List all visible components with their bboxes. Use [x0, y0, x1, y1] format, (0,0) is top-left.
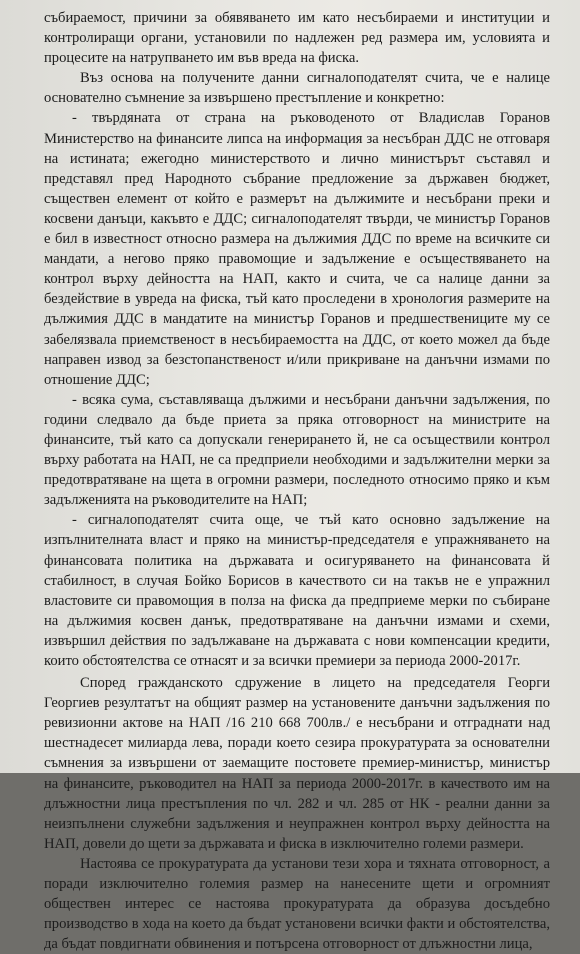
paragraph-association: Според гражданското сдружение в лицето на председателя Георги Георгиев резултатът на общият размер на установените данъчни задължения по ревизионни актове на НАП /16 210 668 700лв./ е несъбрани и отграднати над шестнадесет милиарда лева, поради което сезира прокуратурата за основателни съмнения за извършени от заемащите постовете премиер-министър, министър на финансите, ръководител на НАП за периода 2000-2017г. в качеството им на длъжностни лица престъпления по чл. 282 и чл. 285 от НК - реални данни за неизпълнени служебни задължения и неупражнен контрол върху дейността на НАП, довели до щети за държавата и фиска в изключително големи размери. — [44, 675, 550, 852]
paragraph-point-premier: - сигналоподателят счита още, че тъй като основно задължение на изпълнителната власт и пряко на министър-председателя е упражняването на финансовата политика на държавата и осигуряването на финансовата й стабилност, в случая Бойко Борисов в качеството си на такъв не е упражнил властовите си правомощия в полза на фиска да предприеме мерки по събиране на дължимия косвен данък, предотвратяване на данъчни измами и схеми, извършил действия по задължаване на държавата с нови компенсации кредити, които обстоятелства се отнасят и за всички премиери за периода 2000-2017г. — [44, 512, 550, 669]
paragraph-grounds: Въз основа на получените данни сигналоподателят счита, че е налице основателно съмнение за извършено престъпление и конкретно: — [44, 70, 550, 107]
paragraph-intro-continuation: събираемост, причини за обявяването им като несъбираеми и институции и контролиращи органи, установили по надлежен ред размера им, условията и процесите на натрупването им във вреда на фиска. — [44, 10, 550, 67]
paragraph-point-ministry: - твърдяната от страна на ръководеното от Владислав Горанов Министерство на финансите липса на информация за несъбран ДДС не отговаря на истината; ежегодно министерството и лично министърът съставял и представял пред Народното събрание предложение за държавен бюджет, съществен елемент от който е размерът на дължимите и несъбрани преки и косвени данъци, какъвто е ДДС; сигналоподателят твърди, че министър Горанов е бил в известност относно размера на дължимия ДДС по време на всичките си мандати, а негово пряко правомощие и задължение е осъществяването на контрол върху дейността на НАП, както и счита, че са налице данни за бездействие в увреда на фиска, тъй като проследени в хронология размерите на дължимия ДДС в мандатите на министър Горанов и предшествениците му се забелязвала приемственост в несъбираемостта на ДДС, от което можел да бъде направен извод за безстопанственост и/или прикриване на данъчни измами по отношение ДДС; — [44, 110, 550, 388]
paragraph-request: Настоява се прокуратурата да установи тези хора и тяхната отговорност, а поради изключително големия размер на нанесените щети и огромният обществен интерес се настоява прокуратурата да образува досъдебно производство в хода на което да бъдат установени всички факти и обстоятелства, да бъдат повдигнати обвинения и потърсена отговорност от длъжностни лица, — [44, 855, 550, 953]
paragraph-point-responsibility: - всяка сума, съставляваща дължими и несъбрани данъчни задължения, по години следвало да бъде приета за пряка отговорност на министрите на финансите, тъй като са допускали генерирането й, не са осъществили контрол върху работата на НАП, не са предприели необходими и задължителни мерки за предотвратяване на щета в огромни размери, последното относимо пряко и към задълженията на ръководителите на НАП; — [44, 391, 550, 509]
